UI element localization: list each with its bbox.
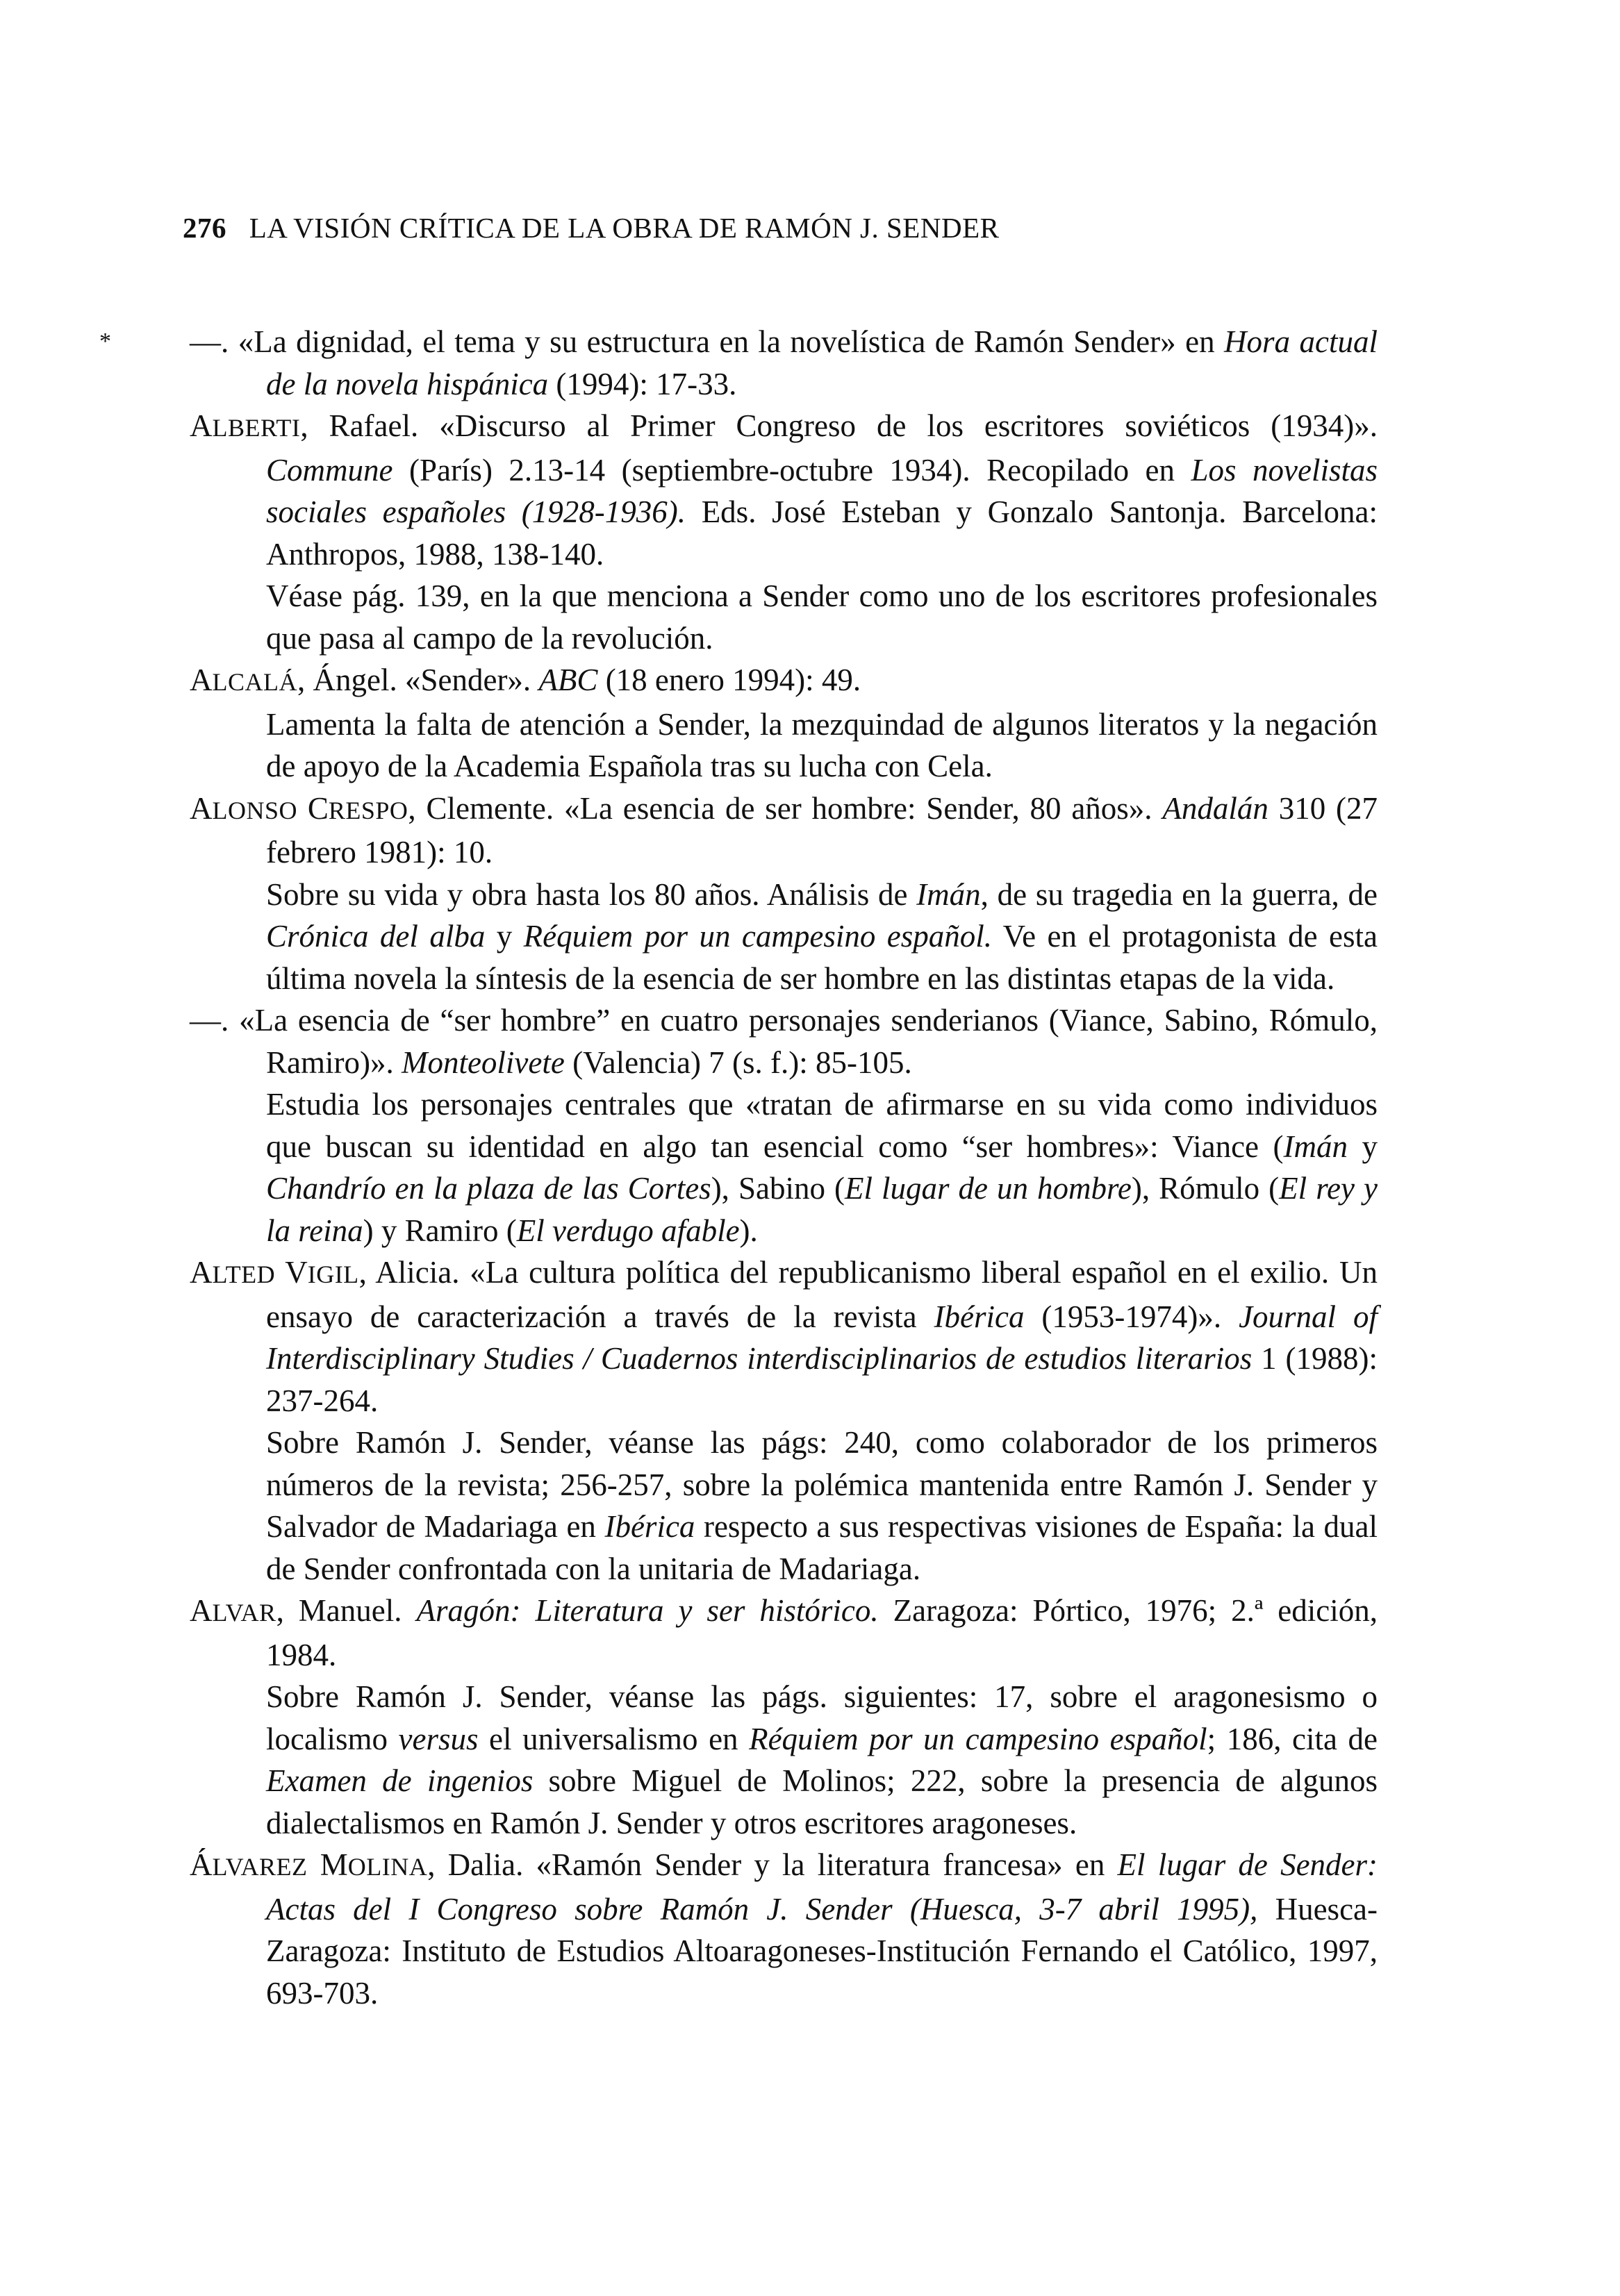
italic-title: Chandrío en la plaza de las Cortes [266,1171,711,1206]
entry-annotation [190,1676,1378,1844]
italic-title: Examen de ingenios [266,1763,534,1798]
italic-title: Hora actual de la novela hispánica [266,324,1378,401]
text-run: ; 186, cita de [1207,1721,1378,1756]
text-run: Sobre Ramón J. Sender, véanse las págs. siguientes: 17, sobre el aragonesismo o localismo [266,1679,1378,1756]
text-run: Eds. José Esteban y Gonzalo Santonja. Barcelona: Anthropos, 1988, 138-140. [266,494,1378,572]
text-run: , Alicia. «La cultura política del republicanismo liberal español en el exilio. Un ensayo de caracterización a través de la revista [266,1255,1378,1334]
italic-title: Commune [266,452,393,488]
text-run: y [1348,1129,1378,1164]
text-run: C [297,790,329,826]
text-run: , de su tragedia en la guerra, de [980,876,1378,912]
text-run: (París) 2.13-14 (septiembre-octubre 1934). Recopilado en [392,452,1191,488]
running-title: LA VISIÓN CRÍTICA DE LA OBRA DE RAMÓN J. SENDER [249,212,1000,244]
italic-title: Réquiem por un campesino español. [523,919,992,954]
italic-title: Ibérica [604,1509,695,1544]
bibliography-entry: * —. «La dignidad, el tema y su estructura en la novelística de Ramón Sender» en Hora actual de la novela hispánica (1994): 17-33. [99,324,1378,401]
italic-title: Journal of Interdisciplinary Studies / Cuadernos interdisciplinarios de estudios literarios [266,1299,1378,1376]
text-run: Huesca-Zaragoza: Instituto de Estudios Altoaragoneses-Institución Fernando el Católico, 1997, 693-703. [266,1891,1378,2011]
bibliography-entry [190,788,1378,874]
text-run: . «La dignidad, el tema y su estructura en la novelística de Ramón Sender» en [221,324,1225,359]
text-run: , Dalia. «Ramón Sender y la literatura francesa» en [427,1847,1118,1882]
text-run: (18 enero 1994): 49. [597,663,861,697]
italic-title: Monteolivete [401,1045,565,1080]
text-run: 310 (27 febrero 1981): 10. [266,790,1378,870]
text-run: Lamenta la falta de atención a Sender, la mezquindad de algunos literatos y la negación de apoyo de la Academia Española tras su lucha con Cela. [266,706,1378,783]
text-run: A [190,663,213,697]
author-smallcaps: LONSO [212,796,298,824]
bibliography-entry [190,405,1378,575]
text-run: sobre Miguel de Molinos; 222, sobre la presencia de algunos dialectalismos en Ramón J. Sender y otros escritores aragoneses. [266,1763,1378,1840]
italic-title: El lugar de Sender: Actas del I Congreso sobre Ramón J. Sender (Huesca, 3-7 abril 1995), [266,1847,1378,1927]
text-run: —. «La esencia de “ser hombre” en cuatro personajes senderianos (Viance, Sabino, Rómulo, Ramiro)». [190,1003,1378,1080]
italic-title: Los novelistas sociales españoles (1928-1936). [266,452,1378,529]
bibliography-entry [190,999,1378,1083]
text-run: A [190,1255,213,1290]
entry-annotation [190,704,1378,788]
entry-annotation [190,1422,1378,1590]
text-run: , Manuel. [276,1593,417,1628]
author-smallcaps: LVAR [212,1599,276,1627]
italic-title: Imán [916,876,981,912]
text-run: , Clemente. «La esencia de ser hombre: Sender, 80 años». [408,790,1163,826]
text-run: (1953-1974)». [1024,1299,1239,1334]
text-run: y [485,919,524,954]
entry-annotation [190,575,1378,659]
italic-title: El lugar de un hombre [844,1171,1132,1206]
italic-title: Imán [1283,1129,1348,1164]
text-run: ) y Ramiro ( [363,1213,517,1248]
text-run: , Ángel. «Sender». [297,663,539,697]
bibliography-entry [190,1844,1378,2014]
text-run: M [307,1847,348,1882]
author-smallcaps: RESPO [328,796,408,824]
text-run: respecto a sus respectivas visiones de España: la dual de Sender confrontada con la unitaria de Madariaga. [266,1509,1378,1586]
text-run: Ve en el protagonista de esta última novela la síntesis de la esencia de ser hombre en las distintas etapas de la vida. [266,919,1378,996]
author-smallcaps: IGIL [307,1261,359,1288]
text-run: (1994): 17-33. [548,366,737,401]
italic-title: Ibérica [934,1299,1025,1334]
bibliography-entry [190,1590,1378,1676]
text-run: Véase pág. 139, en la que menciona a Sender como uno de los escritores profesionales que pasa al campo de la revolución. [266,579,1378,656]
text-run: Sobre Ramón J. Sender, véanse las págs: 240, como colaborador de los primeros números de la revista; 256-257, sobre la polémica mantenida entre Ramón J. Sender y Salvador de Madariaga en [266,1425,1378,1544]
text-run: A [190,408,213,443]
text-run: A [190,790,213,826]
bibliography-entry [190,1251,1378,1422]
text-run: Zaragoza: Pórtico, 1976; 2.ª edición, 1984. [266,1593,1378,1672]
bibliography-entry [190,659,1378,704]
text-run: Estudia los personajes centrales que «tratan de afirmarse en su vida como individuos que buscan su identidad en algo tan esencial como “ser hombres»: Viance ( [266,1087,1378,1164]
text-run: A [190,1593,213,1628]
text-run: ), Sabino ( [711,1171,845,1206]
italic-title: El rey y la reina [266,1171,1378,1248]
text-run: ), Rómulo ( [1131,1171,1280,1206]
author-smallcaps: LTED [212,1261,276,1288]
bibliography-list [99,321,1378,2014]
author-smallcaps: LCALÁ [212,668,297,696]
text-run: 1 (1988): 237-264. [266,1341,1378,1418]
author-smallcaps: LBERTI [212,414,301,442]
text-run: el universalismo en [478,1721,750,1756]
italic-title: Crónica del alba [266,919,486,954]
author-smallcaps: OLINA [347,1853,428,1881]
text-run: Á [190,1847,213,1882]
author-smallcaps: LVAREZ [212,1853,308,1881]
text-run: ). [739,1213,758,1248]
page-number: 276 [183,212,226,244]
italic-title: El verdugo afable [516,1213,740,1248]
italic-title: Andalán [1162,790,1268,826]
entry-annotation [190,874,1378,1000]
italic-title: versus [398,1721,479,1756]
italic-title: Aragón: Literatura y ser histórico. [416,1593,879,1628]
running-header [183,211,999,244]
text-run: (Valencia) 7 (s. f.): 85-105. [564,1045,912,1080]
italic-title: Réquiem por un campesino español [749,1721,1207,1756]
text-run: , Rafael. «Discurso al Primer Congreso de los escritores soviéticos (1934)». [300,408,1378,443]
text-run: V [275,1255,308,1290]
entry-annotation [190,1083,1378,1251]
text-run: Sobre su vida y obra hasta los 80 años. Análisis de [266,876,917,912]
italic-title: ABC [538,663,598,697]
ditto-dash: — [190,324,221,359]
